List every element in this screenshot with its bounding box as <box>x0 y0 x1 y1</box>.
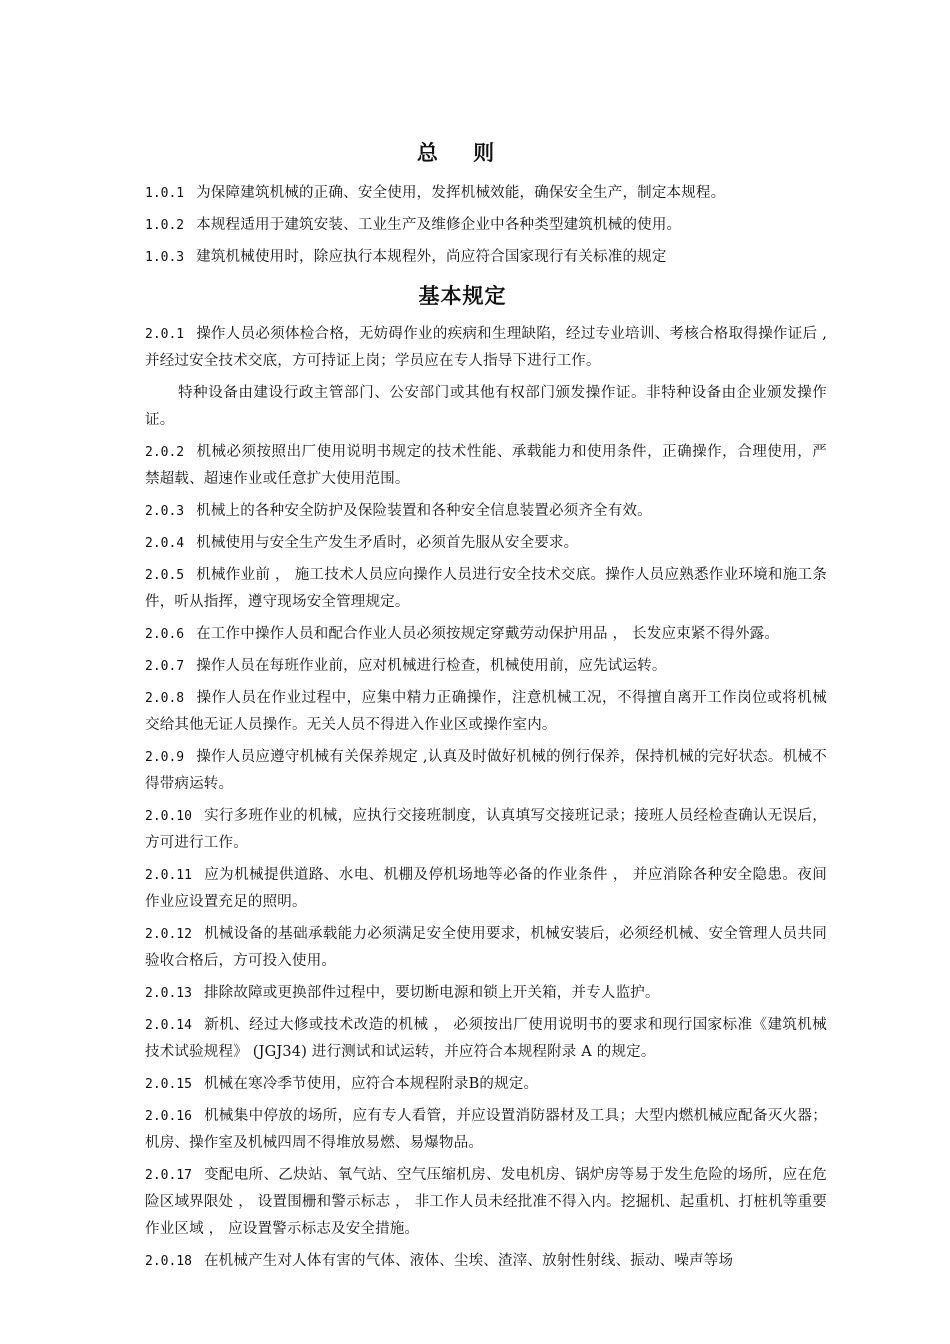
clause-number: 2.0.18 <box>145 1254 192 1269</box>
clause-number: 2.0.4 <box>145 536 185 551</box>
clause <box>145 744 827 798</box>
clause-number: 2.0.11 <box>145 868 192 883</box>
clause-number: 2.0.9 <box>145 750 185 765</box>
clause <box>145 1103 827 1157</box>
section-title-basic-rules: 基本规定 <box>418 284 507 308</box>
clause <box>145 562 827 616</box>
clause-number: 2.0.8 <box>145 691 185 706</box>
clause <box>145 621 827 648</box>
clause <box>145 1248 827 1275</box>
clause-number: 2.0.14 <box>145 1018 192 1033</box>
clause <box>145 1012 827 1066</box>
clause <box>145 212 827 239</box>
clause <box>145 862 827 916</box>
clause <box>145 921 827 975</box>
clause <box>145 244 827 271</box>
clause <box>145 685 827 739</box>
clause <box>145 439 827 493</box>
clause-text: 为保障建筑机械的正确、安全使用，发挥机械效能，确保安全生产，制定本规程。 <box>196 185 726 201</box>
clause <box>145 180 827 207</box>
clause-text: 在机械产生对人体有害的气体、液体、尘埃、渣滓、放射性射线、振动、噪声等场 <box>203 1253 734 1269</box>
clause-number: 2.0.1 <box>145 327 185 342</box>
clause-number: 1.0.2 <box>145 218 185 233</box>
clause-text: 机械必须按照出厂使用说明书规定的技术性能、承载能力和使用条件，正确操作，合理使用，严禁超载、超速作业或任意扩大使用范围。 <box>145 444 827 487</box>
clause <box>145 803 827 857</box>
clause-text: 操作人员在每班作业前，应对机械进行检查，机械使用前，应先试运转。 <box>196 658 667 674</box>
clause-text: 机械上的各种安全防护及保险装置和各种安全信息装置必须齐全有效。 <box>196 503 652 519</box>
clause <box>145 530 827 557</box>
clause-number: 2.0.17 <box>145 1168 192 1183</box>
clause-number: 2.0.15 <box>145 1077 192 1092</box>
clause-text: 操作人员应遵守机械有关保养规定 ,认真及时做好机械的例行保养，保持机械的完好状态。机械不得带病运转。 <box>145 749 827 792</box>
clause-text: 建筑机械使用时，除应执行本规程外，尚应符合国家现行有关标准的规定 <box>196 249 667 265</box>
clause-text: 排除故障或更换部件过程中，要切断电源和锁上开关箱，并专人监护。 <box>203 985 660 1001</box>
clause-text: 机械作业前 ， 施工技术人员应向操作人员进行安全技术交底。操作人员应熟悉作业环境和施工条件，听从指挥，遵守现场安全管理规定。 <box>145 567 827 610</box>
clause-text: 应为机械提供道路、水电、机棚及停机场地等必备的作业条件 ， 并应消除各种安全隐患。夜间作业应设置充足的照明。 <box>145 867 827 910</box>
clause-text: 机械在寒冷季节使用，应符合本规程附录B的规定。 <box>203 1076 539 1092</box>
clause-number: 2.0.3 <box>145 504 185 519</box>
clause-number: 2.0.6 <box>145 627 185 642</box>
clause-text: 机械设备的基础承载能力必须满足安全使用要求，机械安装后，必须经机械、安全管理人员共同验收合格后，方可投入使用。 <box>145 926 827 969</box>
clause <box>145 1162 827 1243</box>
clause-text: 本规程适用于建筑安装、工业生产及维修企业中各种类型建筑机械的使用。 <box>196 217 682 233</box>
clause-text: 操作人员在作业过程中，应集中精力正确操作，注意机械工况，不得擅自离开工作岗位或将机械交给其他无证人员操作。无关人员不得进入作业区或操作室内。 <box>145 690 827 733</box>
clause-number: 1.0.1 <box>145 186 185 201</box>
clause-number: 1.0.3 <box>145 250 185 265</box>
clause-number: 2.0.13 <box>145 986 192 1001</box>
clause-continuation <box>145 380 827 434</box>
clause-text: 特种设备由建设行政主管部门、公安部门或其他有权部门颁发操作证。非特种设备由企业颁发操作证。 <box>145 385 827 428</box>
section-general-items <box>145 180 827 276</box>
clause <box>145 321 827 375</box>
clause-text: 操作人员必须体检合格，无妨碍作业的疾病和生理缺陷，经过专业培训、考核合格取得操作证后 ,并经过安全技术交底，方可持证上岗；学员应在专人指导下进行工作。 <box>145 326 827 369</box>
clause-text: 在工作中操作人员和配合作业人员必须按规定穿戴劳动保护用品 ， 长发应束紧不得外露。 <box>196 626 780 642</box>
section-basic-rules-items <box>145 321 827 1280</box>
clause-number: 2.0.5 <box>145 568 185 583</box>
clause <box>145 1071 827 1098</box>
clause-number: 2.0.10 <box>145 809 192 824</box>
section-title-general: 总 则 <box>416 141 509 165</box>
clause-text: 变配电所、乙炔站、氧气站、空气压缩机房、发电机房、锅炉房等易于发生危险的场所，应在危险区域界限处 ， 设置围栅和警示标志 ， 非工作人员未经批准不得入内。挖掘机、起重机、打桩机等重要作业区域 ， 应设置警示标志及安全措施。 <box>145 1167 827 1237</box>
clause-number: 2.0.16 <box>145 1109 192 1124</box>
clause-text: 新机、经过大修或技术改造的机械 ， 必须按出厂使用说明书的要求和现行国家标准《建筑机械技术试验规程》 (JGJ34) 进行测试和试运转，并应符合本规程附录 A 的规定。 <box>145 1017 827 1060</box>
clause-number: 2.0.2 <box>145 445 185 460</box>
clause-number: 2.0.12 <box>145 927 192 942</box>
clause-text: 机械使用与安全生产发生矛盾时，必须首先服从安全要求。 <box>196 535 579 551</box>
clause <box>145 498 827 525</box>
clause <box>145 653 827 680</box>
clause-text: 实行多班作业的机械，应执行交接班制度，认真填写交接班记录；接班人员经检查确认无误后，方可进行工作。 <box>145 808 827 851</box>
clause <box>145 980 827 1007</box>
clause-number: 2.0.7 <box>145 659 185 674</box>
clause-text: 机械集中停放的场所，应有专人看管，并应设置消防器材及工具；大型内燃机械应配备灭火器；机房、操作室及机械四周不得堆放易燃、易爆物品。 <box>145 1108 827 1151</box>
